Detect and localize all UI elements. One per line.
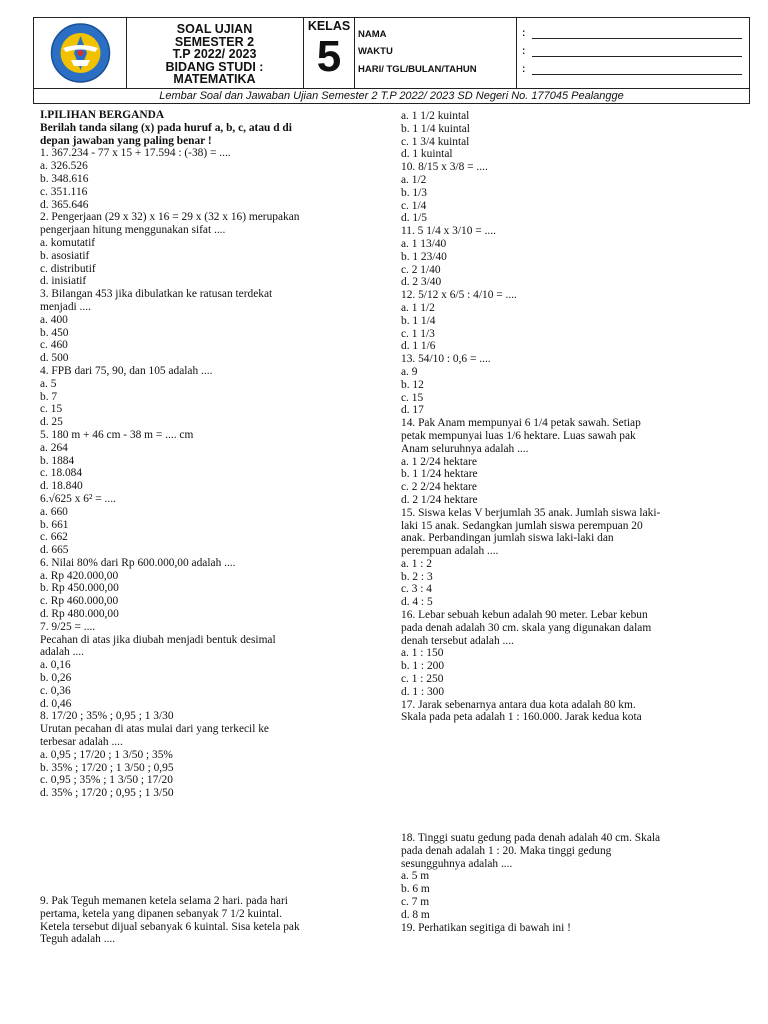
text-line: terbesar adalah .... <box>40 736 123 749</box>
text-line: Anam seluruhnya adalah .... <box>401 442 529 455</box>
text-line: Skala pada peta adalah 1 : 160.000. Jarak kedua kota <box>401 711 642 724</box>
left-question-column <box>40 109 300 800</box>
text-line: c. distributif <box>40 262 96 275</box>
text-line: d. Rp 480.000,00 <box>40 608 119 621</box>
subtitle: Lembar Soal dan Jawaban Ujian Semester 2 T.P 2022/ 2023 SD Negeri No. 177045 Pealangge <box>33 89 750 104</box>
text-line: b. 1 1/24 hektare <box>401 468 478 481</box>
text-line: a. 1 13/40 <box>401 237 447 250</box>
field-fill-nama[interactable] <box>522 28 742 42</box>
text-line: c. 460 <box>40 339 68 352</box>
text-line: b. asosiatif <box>40 249 90 262</box>
text-line: anak. Perbandingan jumlah siswa laki-laki dan <box>401 532 614 545</box>
text-line: c. Rp 460.000,00 <box>40 595 119 608</box>
text-line: a. 1 : 150 <box>401 647 444 660</box>
text-line: 3. Bilangan 453 jika dibulatkan ke ratusan terdekat <box>40 288 273 301</box>
text-line: c. 2 1/40 <box>401 263 441 276</box>
text-line: b. 2 : 3 <box>401 570 433 583</box>
text-line: b. 0,26 <box>40 672 72 685</box>
text-line: b. 6 m <box>401 883 430 896</box>
text-line: Teguh adalah .... <box>40 933 116 946</box>
text-line: a. 1/2 <box>401 173 427 186</box>
text-line: depan jawaban yang paling benar ! <box>40 134 212 147</box>
text-line: pengerjaan hitung menggunakan sifat .... <box>40 224 226 237</box>
right-question-column-bottom <box>401 832 660 934</box>
text-line: pada denah adalah 30 cm. skala yang digunakan dalam <box>401 621 652 634</box>
text-line: b. 1884 <box>40 454 75 467</box>
text-line: a. 400 <box>40 313 68 326</box>
field-sep: : <box>522 46 526 57</box>
text-line: pada denah adalah 1 : 20. Maka tinggi gedung <box>401 844 612 857</box>
text-line: 11. 5 1/4 x 3/10 = .... <box>401 225 496 238</box>
text-line: a. 1 : 2 <box>401 557 433 570</box>
field-sep: : <box>522 28 526 39</box>
field-label-hari: HARI/ TGL/BULAN/TAHUN <box>358 64 477 75</box>
text-line: 17. Jarak sebenarnya antara dua kota adalah 80 km. <box>401 698 636 711</box>
text-line: b. 1 1/4 <box>401 314 436 327</box>
text-line: d. 0,46 <box>40 697 72 710</box>
text-line: Pecahan di atas jika diubah menjadi bentuk desimal <box>40 633 276 646</box>
text-line: adalah .... <box>40 646 84 659</box>
text-line: sesungguhnya adalah .... <box>401 857 513 870</box>
text-line: b. 661 <box>40 518 69 531</box>
text-line: d. 1 1/6 <box>401 340 436 353</box>
text-line: b. 348.616 <box>40 172 89 185</box>
text-line: 9. Pak Teguh memanen ketela selama 2 hari. pada hari <box>40 895 288 907</box>
text-line: 19. Perhatikan segitiga di bawah ini ! <box>401 921 571 934</box>
text-line: a. 660 <box>40 505 68 518</box>
text-line: a. 326.526 <box>40 160 88 173</box>
tut-wuri-handayani-logo <box>41 22 120 84</box>
text-line: c. 7 m <box>401 895 430 908</box>
text-line: Berilah tanda silang (x) pada huruf a, b, c, atau d di <box>40 121 292 134</box>
text-line: menjadi .... <box>40 300 91 313</box>
text-line: a. komutatif <box>40 236 96 249</box>
text-line: 12. 5/12 x 6/5 : 4/10 = .... <box>401 289 517 302</box>
text-line: Urutan pecahan di atas mulai dari yang terkecil ke <box>40 723 269 736</box>
text-line: petak mempunyai luas 1/6 hektare. Luas sawah pak <box>401 429 636 442</box>
text-line: c. 1 1/3 <box>401 327 435 340</box>
text-line: c. 0,95 ; 35% ; 1 3/50 ; 17/20 <box>40 774 173 787</box>
text-line: a. 0,16 <box>40 659 71 672</box>
kelas-label: KELAS <box>307 19 351 33</box>
text-line: b. 1 23/40 <box>401 250 447 263</box>
header-table <box>33 17 750 89</box>
text-line: d. 25 <box>40 416 63 429</box>
text-line: d. 665 <box>40 544 69 557</box>
text-line: c. 15 <box>401 391 424 404</box>
title-line-1: SOAL UJIAN <box>176 22 253 36</box>
text-line: 4. FPB dari 75, 90, dan 105 adalah .... <box>40 364 213 377</box>
text-line: d. 18.840 <box>40 480 83 493</box>
text-line: laki 15 anak. Sedangkan jumlah siswa perempuan 20 <box>401 519 643 532</box>
text-line: 7. 9/25 = .... <box>40 620 96 633</box>
field-label-waktu: WAKTU <box>358 46 393 57</box>
left-question-column-bottom <box>40 895 300 946</box>
kelas-value: 5 <box>316 32 342 81</box>
text-line: b. 450 <box>40 326 69 339</box>
text-line: c. 351.116 <box>40 185 88 198</box>
text-line: a. 1 1/2 kuintal <box>401 110 470 122</box>
text-line: 8. 17/20 ; 35% ; 0,95 ; 1 3/30 <box>40 710 174 723</box>
title-line-4: BIDANG STUDI : <box>165 59 264 74</box>
text-line: 14. Pak Anam mempunyai 6 1/4 petak sawah. Setiap <box>401 417 641 430</box>
text-line: b. Rp 450.000,00 <box>40 582 119 595</box>
text-line: perempuan adalah .... <box>401 545 499 558</box>
text-line: 15. Siswa kelas V berjumlah 35 anak. Jumlah siswa laki- <box>401 506 661 519</box>
right-question-column <box>401 110 660 724</box>
text-line: c. 1/4 <box>401 199 427 212</box>
text-line: I.PILIHAN BERGANDA <box>40 109 165 121</box>
text-line: a. 5 <box>40 377 57 390</box>
text-line: a. 1 2/24 hektare <box>401 455 477 468</box>
field-fill-hari[interactable] <box>522 64 742 78</box>
text-line: a. 0,95 ; 17/20 ; 1 3/50 ; 35% <box>40 748 173 761</box>
text-line: b. 1 : 200 <box>401 660 445 673</box>
text-line: c. 18.084 <box>40 467 83 480</box>
text-line: d. 2 3/40 <box>401 276 442 289</box>
text-line: denah tersebut adalah .... <box>401 634 514 647</box>
title-line-3: T.P 2022/ 2023 <box>172 47 257 62</box>
text-line: 6. Nilai 80% dari Rp 600.000,00 adalah .... <box>40 556 236 569</box>
text-line: d. 365.646 <box>40 198 89 211</box>
title-line-2: SEMESTER 2 <box>174 34 255 49</box>
info-fill <box>516 18 749 88</box>
text-line: a. 5 m <box>401 870 430 883</box>
text-line: 13. 54/10 : 0,6 = .... <box>401 353 491 366</box>
field-label-nama: NAMA <box>358 29 387 40</box>
text-line: d. 1 kuintal <box>401 148 453 161</box>
text-line: c. 662 <box>40 531 68 544</box>
info-labels <box>354 18 517 88</box>
text-line: d. 1 : 300 <box>401 685 445 698</box>
text-line: c. 3 : 4 <box>401 583 433 596</box>
text-line: a. 264 <box>40 441 68 454</box>
text-line: c. 0,36 <box>40 684 71 697</box>
text-line: d. 4 : 5 <box>401 596 433 609</box>
text-line: 18. Tinggi suatu gedung pada denah adalah 40 cm. Skala <box>401 832 661 844</box>
kelas-cell <box>304 18 355 88</box>
text-line: c. 1 3/4 kuintal <box>401 135 470 148</box>
logo-cell <box>34 18 127 88</box>
text-line: d. 500 <box>40 352 69 365</box>
text-line: 2. Pengerjaan (29 x 32) x 16 = 29 x (32 x 16) merupakan <box>40 211 300 224</box>
text-line: c. 15 <box>40 403 63 416</box>
text-line: b. 12 <box>401 378 424 391</box>
text-line: d. 8 m <box>401 908 430 921</box>
text-line: a. 1 1/2 <box>401 301 435 314</box>
text-line: 10. 8/15 x 3/8 = .... <box>401 161 488 174</box>
text-line: c. 1 : 250 <box>401 673 444 686</box>
exam-title <box>126 18 304 88</box>
text-line: b. 35% ; 17/20 ; 1 3/50 ; 0,95 <box>40 761 174 774</box>
text-line: pertama, ketela yang dipanen sebanyak 7 1/2 kuintal. <box>40 907 282 920</box>
field-sep: : <box>522 64 526 75</box>
title-line-5: MATEMATIKA <box>173 72 256 87</box>
text-line: 6.√625 x 6² = .... <box>40 492 116 505</box>
text-line: a. 9 <box>401 365 418 378</box>
text-line: d. inisiatif <box>40 275 87 288</box>
text-line: 1. 367.234 - 77 x 15 + 17.594 : (-38) = .... <box>40 147 231 160</box>
field-fill-waktu[interactable] <box>522 46 742 60</box>
text-line: b. 1 1/4 kuintal <box>401 122 470 135</box>
text-line: Ketela tersebut dijual sebanyak 6 kuintal. Sisa ketela pak <box>40 920 300 933</box>
text-line: 16. Lebar sebuah kebun adalah 90 meter. Lebar kebun <box>401 609 648 622</box>
text-line: a. Rp 420.000,00 <box>40 569 119 582</box>
text-line: c. 2 2/24 hektare <box>401 481 477 494</box>
text-line: b. 7 <box>40 390 58 403</box>
text-line: d. 17 <box>401 404 424 417</box>
text-line: d. 1/5 <box>401 212 427 225</box>
text-line: b. 1/3 <box>401 186 427 199</box>
text-line: d. 2 1/24 hektare <box>401 493 478 506</box>
text-line: d. 35% ; 17/20 ; 0,95 ; 1 3/50 <box>40 787 174 800</box>
text-line: 5. 180 m + 46 cm - 38 m = .... cm <box>40 428 194 441</box>
